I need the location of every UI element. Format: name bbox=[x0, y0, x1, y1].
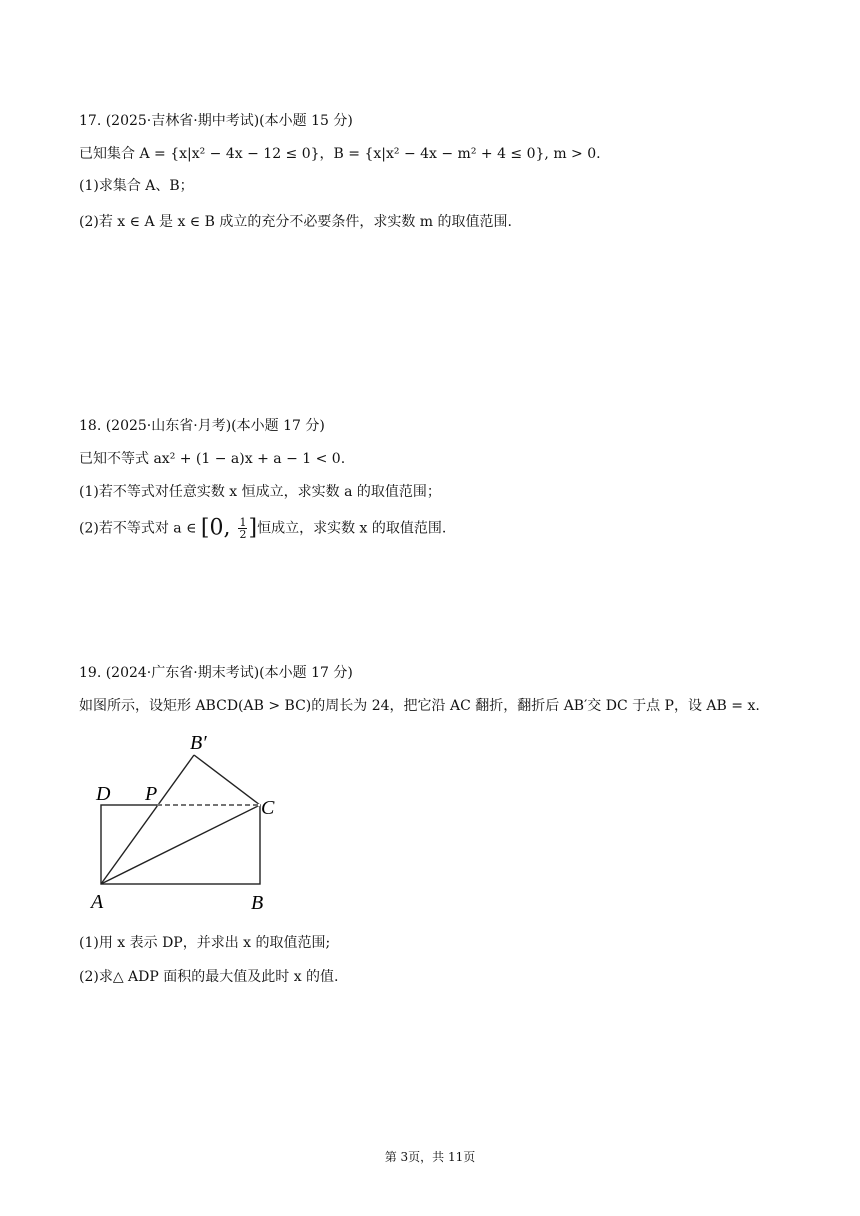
fraction-numerator: 1 bbox=[239, 516, 247, 529]
label-a: A bbox=[91, 891, 104, 913]
fraction-one-half bbox=[238, 517, 247, 540]
label-p: P bbox=[145, 783, 158, 805]
q19-part1: (1)用 x 表示 DP，并求出 x 的取值范围; bbox=[79, 935, 331, 951]
q19-part2: (2)求△ ADP 面积的最大值及此时 x 的值. bbox=[79, 969, 339, 985]
label-c: C bbox=[261, 797, 275, 819]
fraction-denominator: 2 bbox=[239, 528, 247, 541]
q18-part2-prefix: (2)若不等式对 a ∈ bbox=[79, 520, 201, 537]
folded-rectangle-diagram bbox=[88, 728, 288, 918]
page-footer: 第 3页，共 11页 bbox=[384, 1150, 476, 1164]
q17-part2: (2)若 x ∈ A 是 x ∈ B 成立的充分不必要条件，求实数 m 的取值范围. bbox=[79, 214, 512, 230]
q17-title: 17. (2025·吉林省·期中考试)(本小题 15 分) bbox=[79, 113, 353, 129]
q17-stem: 已知集合 A = {x|x² − 4x − 12 ≤ 0}，B = {x|x² − 4x − m² + 4 ≤ 0}, m > 0. bbox=[79, 146, 601, 162]
q18-part1: (1)若不等式对任意实数 x 恒成立，求实数 a 的取值范围； bbox=[79, 484, 441, 500]
q18-stem: 已知不等式 ax² + (1 − a)x + a − 1 < 0. bbox=[79, 451, 346, 467]
q17-part1: (1)求集合 A、B； bbox=[79, 178, 194, 194]
q19-title: 19. (2024·广东省·期末考试)(本小题 17 分) bbox=[79, 665, 353, 681]
segment-ab-prime bbox=[101, 755, 194, 884]
interval-right: ] bbox=[248, 515, 258, 541]
q19-stem: 如图所示，设矩形 ABCD(AB > BC)的周长为 24，把它沿 AC 翻折，翻折后 AB′交 DC 于点 P，设 AB = x. bbox=[79, 698, 760, 714]
q18-part2-suffix: 恒成立，求实数 x 的取值范围. bbox=[257, 520, 447, 537]
diagonal-ac bbox=[101, 805, 260, 884]
segment-b-prime-c bbox=[194, 755, 260, 805]
interval-left: [0, bbox=[200, 515, 238, 541]
label-b: B bbox=[251, 892, 264, 914]
label-b-prime: B′ bbox=[190, 732, 207, 754]
q18-title: 18. (2025·山东省·月考)(本小题 17 分) bbox=[79, 418, 325, 434]
label-d: D bbox=[96, 783, 111, 805]
q18-part2 bbox=[79, 517, 446, 540]
